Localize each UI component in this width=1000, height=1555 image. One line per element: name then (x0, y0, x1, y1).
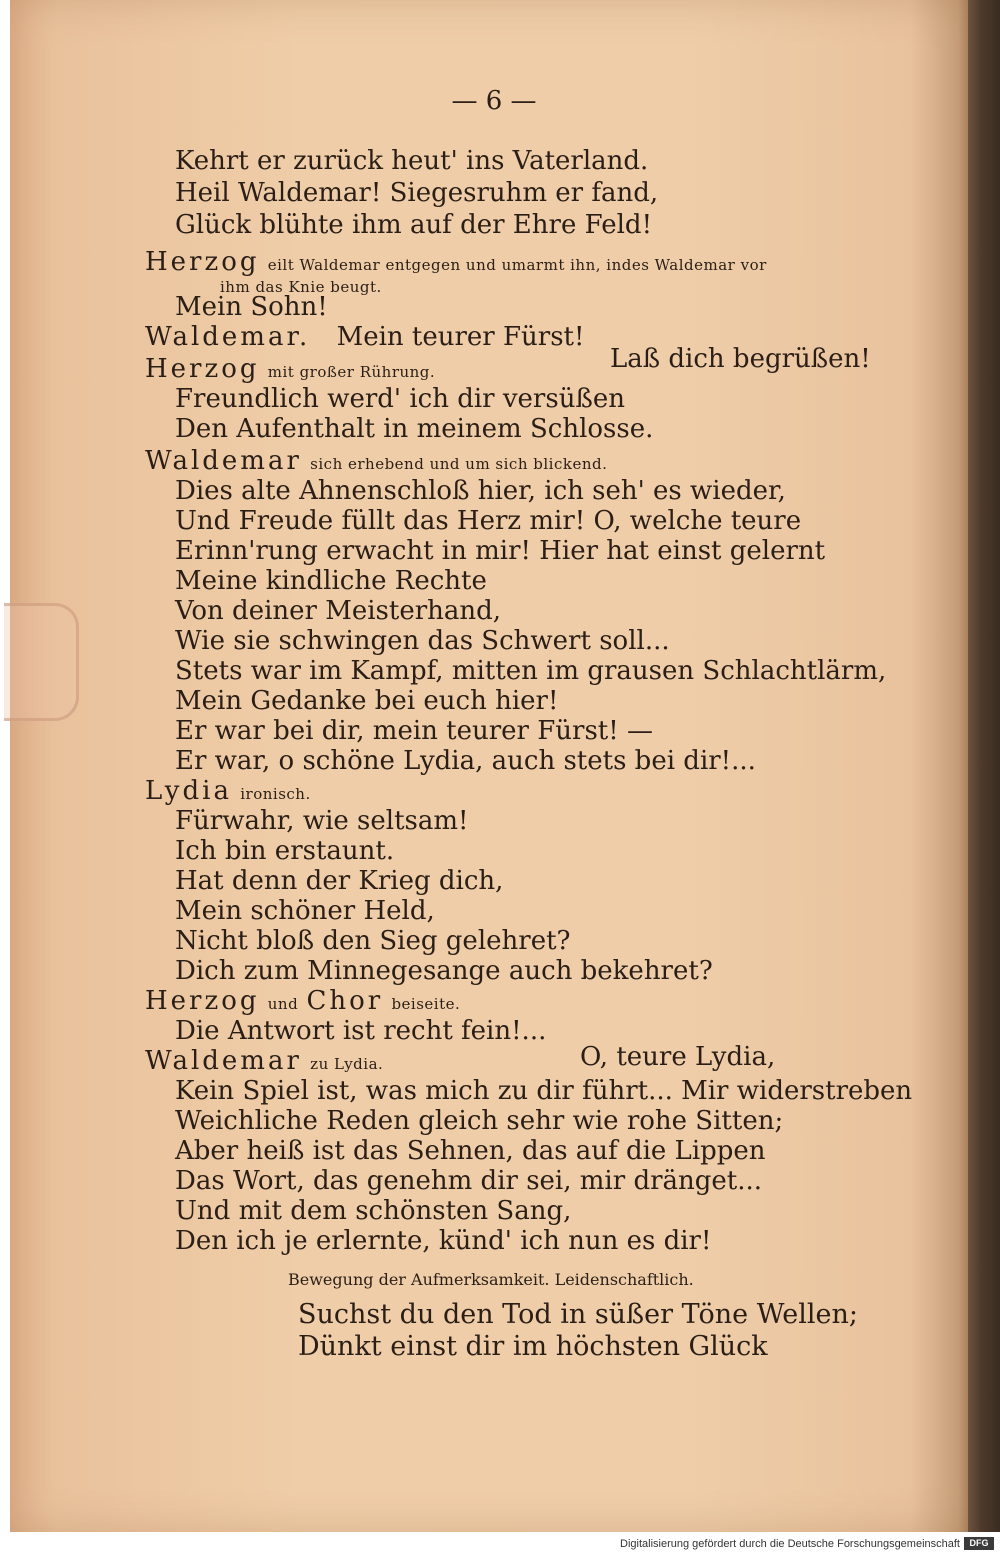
funding-credit: Digitalisierung gefördert durch die Deutsche Forschungsgemeinschaft (620, 1538, 960, 1550)
speaker-name: Herzog (145, 354, 260, 384)
verse-line: Nicht bloß den Sieg gelehret? (175, 926, 571, 956)
verse-line: Freundlich werd' ich dir versüßen (175, 384, 625, 414)
verse-line: Und mit dem schönsten Sang, (175, 1196, 572, 1226)
verse-line: Von deiner Meisterhand, (175, 596, 502, 626)
book-spine (968, 0, 1000, 1532)
verse-line: Aber heiß ist das Sehnen, das auf die Lippen (175, 1136, 766, 1166)
speaker-name: Chor (306, 986, 384, 1016)
verse-line: Den Aufenthalt in meinem Schlosse. (175, 414, 654, 444)
verse-line: Wie sie schwingen das Schwert soll... (175, 626, 670, 656)
direction-text: ihm das Knie beugt. (220, 278, 382, 296)
speech-line (145, 354, 435, 387)
verse-line: Er war bei dir, mein teurer Fürst! — (175, 716, 653, 746)
verse-line: Ich bin erstaunt. (175, 836, 395, 866)
book-page (10, 0, 978, 1532)
speaker-name: Lydia (145, 776, 232, 806)
speaker-name: Herzog (145, 986, 260, 1016)
page-number: — 6 — (451, 86, 537, 116)
direction-text: beiseite. (391, 995, 461, 1013)
direction-text: sich erhebend und um sich blickend. (310, 455, 608, 473)
verse-line: Weichliche Reden gleich sehr wie rohe Sitten; (175, 1106, 784, 1136)
dfg-logo: DFG (964, 1537, 994, 1550)
speaker-name: Waldemar. (145, 322, 311, 352)
verse-text: O, teure Lydia, (580, 1042, 776, 1072)
verse-line: Meine kindliche Rechte (175, 566, 487, 596)
verse-text: Laß dich begrüßen! (610, 344, 871, 374)
verse-line: Dich zum Minnegesange auch bekehret? (175, 956, 713, 986)
verse-line: Kein Spiel ist, was mich zu dir führt... Mir widerstreben (175, 1076, 913, 1106)
verse-line: Erinn'rung erwacht in mir! Hier hat einst gelernt (175, 536, 826, 566)
speech-line (145, 322, 584, 352)
verse-text: Mein teurer Fürst! (336, 322, 585, 352)
verse-line: Dünkt einst dir im höchsten Glück (298, 1331, 768, 1362)
verse-line: Mein Gedanke bei euch hier! (175, 686, 559, 716)
direction-text: und (267, 995, 299, 1013)
page-text (10, 0, 978, 1532)
verse-line: Hat denn der Krieg dich, (175, 866, 504, 896)
speech-line (145, 446, 607, 479)
speech-line (145, 776, 311, 809)
verse-line: Stets war im Kampf, mitten im grausen Schlachtlärm, (175, 656, 887, 686)
direction-text: zu Lydia. (310, 1055, 384, 1073)
stage-direction: Bewegung der Aufmerksamkeit. Leidenschaftlich. (288, 1270, 694, 1289)
verse-line: Und Freude füllt das Herz mir! O, welche teure (175, 506, 802, 536)
verse-line: Fürwahr, wie seltsam! (175, 806, 469, 836)
verse-line: Glück blühte ihm auf der Ehre Feld! (175, 210, 653, 240)
speaker-name: Waldemar (145, 1046, 302, 1076)
verse-line: Heil Waldemar! Siegesruhm er fand, (175, 178, 659, 208)
direction-text: mit großer Rührung. (267, 363, 436, 381)
direction-text: ironisch. (240, 785, 311, 803)
verse-line: Mein schöner Held, (175, 896, 435, 926)
speaker-name: Waldemar (145, 446, 302, 476)
verse-line: Das Wort, das genehm dir sei, mir dränget... (175, 1166, 763, 1196)
direction-text: eilt Waldemar entgegen und umarmt ihn, indes Waldemar vor (267, 256, 767, 274)
speech-line (145, 986, 460, 1019)
verse-line: Kehrt er zurück heut' ins Vaterland. (175, 146, 649, 176)
verse-line: Die Antwort ist recht fein!... (175, 1016, 547, 1046)
verse-line: Suchst du den Tod in süßer Töne Wellen; (298, 1299, 858, 1330)
verse-line: Dies alte Ahnenschloß hier, ich seh' es wieder, (175, 476, 786, 506)
verse-line: Den ich je erlernte, künd' ich nun es dir! (175, 1226, 712, 1256)
verse-line: Er war, o schöne Lydia, auch stets bei dir!... (175, 746, 756, 776)
footer-bar (0, 1532, 1000, 1555)
speech-line (145, 1046, 383, 1079)
speaker-name: Herzog (145, 247, 260, 277)
verse-line: Mein Sohn! (175, 292, 328, 322)
